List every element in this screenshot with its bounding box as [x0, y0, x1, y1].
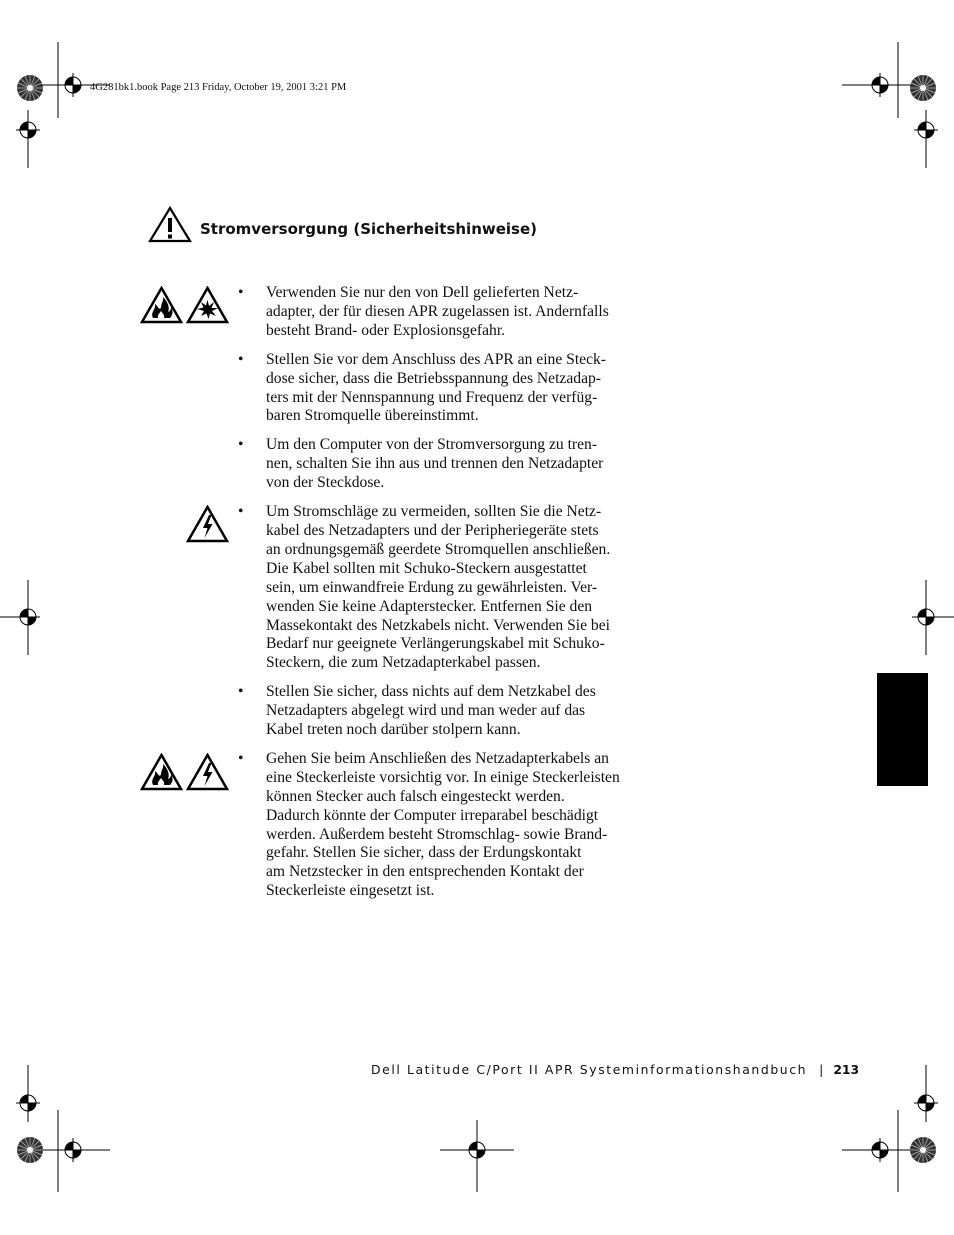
- manual-title: Dell Latitude C/Port II APR Systeminformationshandbuch: [371, 1062, 808, 1077]
- section-heading: [148, 205, 628, 245]
- bullet-text: Um den Computer von der Stromversorgung zu tren- nen, schalten Sie ihn aus und trennen den Netzadapter von der Steckdose.: [266, 436, 604, 492]
- bullet-cable-placement: [238, 683, 630, 740]
- bullet-text: Gehen Sie beim Anschließen des Netzadapterkabels an eine Steckerleiste vorsichtig vor. In einige Steckerleisten können Stecker auch falsch eingesteckt werden. Dadurch könnte der Computer irreparabel beschädigt werden. Außerdem besteht Stromschlag- sowie Brand- gefahr. Stellen Sie sicher, dass der Erdungskontakt am Netzstecker in den entsprechenden Kontakt der Steckerleiste eingesetzt ist.: [266, 749, 620, 900]
- electric-shock-hazard-icon: [186, 753, 229, 791]
- chapter-thumb-tab: [877, 673, 928, 786]
- print-header: 4G281bk1.book Page 213 Friday, October 19, 2001 3:21 PM: [90, 82, 347, 93]
- safety-bullet-list: [238, 284, 630, 901]
- bullet-disconnect: [238, 436, 630, 493]
- warning-triangle-icon: [148, 205, 192, 243]
- bullet-text: Stellen Sie vor dem Anschluss des APR an eine Steck- dose sicher, dass die Betriebsspannung des Netzadap- ters mit der Nennspannung und Frequenz der verfüg- baren Stromquelle übereinstimmt.: [266, 350, 606, 425]
- page-footer: [371, 1062, 859, 1077]
- explosion-hazard-icon: [186, 286, 229, 324]
- bullet-text: Stellen Sie sicher, dass nichts auf dem Netzkabel des Netzadapters abgelegt wird und man weder auf das Kabel treten noch darüber stolpern kann.: [266, 683, 596, 739]
- footer-separator: |: [819, 1062, 824, 1077]
- page-number: 213: [833, 1062, 860, 1077]
- bullet-symbol: •: [238, 503, 244, 521]
- bullet-symbol: •: [238, 749, 244, 767]
- bullet-symbol: •: [238, 284, 244, 301]
- electric-shock-hazard-icon: [186, 505, 229, 543]
- fire-hazard-icon: [140, 286, 183, 324]
- bullet-power-strip: [238, 750, 630, 901]
- bullet-text: Verwenden Sie nur den von Dell gelieferten Netz- adapter, der für diesen APR zugelassen ist. Andernfalls besteht Brand- oder Explosionsgefahr.: [266, 284, 609, 339]
- bullet-grounding: [238, 503, 630, 673]
- bullet-voltage-check: [238, 351, 630, 427]
- bullet-symbol: •: [238, 350, 244, 368]
- bullet-text: Um Stromschläge zu vermeiden, sollten Sie die Netz- kabel des Netzadapters und der Peripheriegeräte stets an ordnungsgemäß geerdete Stromquellen anschließen. Die Kabel sollten mit Schuko-Steckern ausgestattet sein, um einwandfreie Erdung zu gewährleisten. Ver- wenden Sie keine Adapterstecker. Entfernen Sie den Massekontakt des Netzkabels nicht. Verwenden Sie bei Bedarf nur geeignete Verlängerungskabel mit Schuko- Steckern, die zum Netzadapterkabel passen.: [266, 503, 611, 672]
- bullet-power-adapter: [238, 284, 630, 341]
- bullet-symbol: •: [238, 436, 244, 454]
- section-title: Stromversorgung (Sicherheitshinweise): [200, 220, 538, 238]
- fire-hazard-icon: [140, 753, 183, 791]
- bullet-symbol: •: [238, 683, 244, 701]
